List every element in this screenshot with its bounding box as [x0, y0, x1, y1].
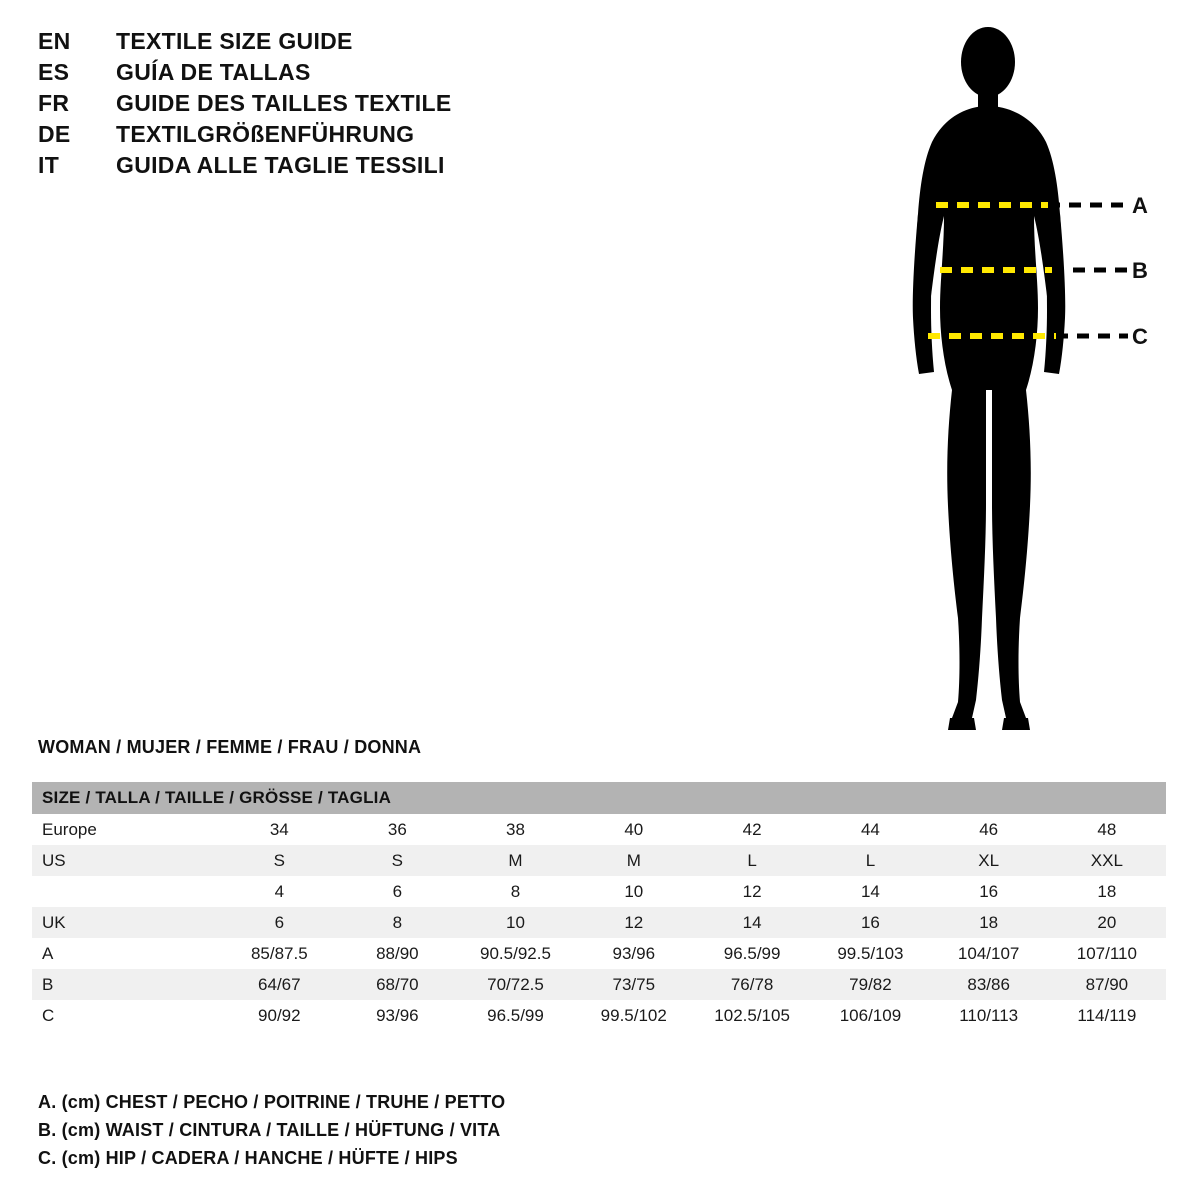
cell: 20 — [1048, 907, 1166, 938]
cell: L — [811, 845, 929, 876]
cell: XL — [930, 845, 1048, 876]
measure-label-b: B — [1132, 258, 1148, 283]
cell: 88/90 — [338, 938, 456, 969]
row-label — [32, 876, 220, 907]
measure-label-c: C — [1132, 324, 1148, 349]
cell: 18 — [930, 907, 1048, 938]
measure-label-a: A — [1132, 193, 1148, 218]
cell: 40 — [575, 814, 693, 845]
title-text-fr: GUIDE DES TAILLES TEXTILE — [116, 90, 452, 116]
cell: 90.5/92.5 — [456, 938, 574, 969]
cell: 48 — [1048, 814, 1166, 845]
cell: 8 — [456, 876, 574, 907]
cell: 68/70 — [338, 969, 456, 1000]
title-text-en: TEXTILE SIZE GUIDE — [116, 28, 353, 54]
cell: 14 — [693, 907, 811, 938]
cell: 12 — [693, 876, 811, 907]
table-header-label: SIZE / TALLA / TAILLE / GRÖSSE / TAGLIA — [32, 782, 1166, 814]
cell: 90/92 — [220, 1000, 338, 1031]
cell: S — [338, 845, 456, 876]
table-row — [32, 845, 1166, 876]
footnote-hip: C. (cm) HIP / CADERA / HANCHE / HÜFTE / HIPS — [38, 1148, 458, 1168]
row-label: A — [32, 938, 220, 969]
row-label: UK — [32, 907, 220, 938]
row-label: Europe — [32, 814, 220, 845]
cell: 34 — [220, 814, 338, 845]
cell: 104/107 — [930, 938, 1048, 969]
row-label: C — [32, 1000, 220, 1031]
cell: 93/96 — [338, 1000, 456, 1031]
cell: 106/109 — [811, 1000, 929, 1031]
cell: 12 — [575, 907, 693, 938]
cell: 102.5/105 — [693, 1000, 811, 1031]
cell: 83/86 — [930, 969, 1048, 1000]
title-lang-es: ES — [38, 59, 70, 85]
size-guide-figure — [840, 18, 1180, 738]
row-label: B — [32, 969, 220, 1000]
title-lang-en: EN — [38, 28, 71, 54]
table-row — [32, 969, 1166, 1000]
cell: 93/96 — [575, 938, 693, 969]
title-row-en — [38, 28, 658, 59]
cell: XXL — [1048, 845, 1166, 876]
cell: 114/119 — [1048, 1000, 1166, 1031]
title-lang-fr: FR — [38, 90, 70, 116]
title-block — [38, 28, 658, 183]
cell: 99.5/103 — [811, 938, 929, 969]
table-row — [32, 938, 1166, 969]
cell: 42 — [693, 814, 811, 845]
cell: 73/75 — [575, 969, 693, 1000]
cell: 96.5/99 — [456, 1000, 574, 1031]
female-silhouette-icon — [840, 18, 1180, 738]
cell: 87/90 — [1048, 969, 1166, 1000]
table-row — [32, 814, 1166, 845]
title-text-de: TEXTILGRÖßENFÜHRUNG — [116, 121, 415, 147]
table-row — [32, 1000, 1166, 1031]
cell: 18 — [1048, 876, 1166, 907]
cell: S — [220, 845, 338, 876]
title-lang-it: IT — [38, 152, 60, 178]
cell: 96.5/99 — [693, 938, 811, 969]
table-row — [32, 907, 1166, 938]
cell: 107/110 — [1048, 938, 1166, 969]
row-label: US — [32, 845, 220, 876]
cell: 14 — [811, 876, 929, 907]
cell: 110/113 — [930, 1000, 1048, 1031]
title-row-it — [38, 152, 658, 183]
cell: L — [693, 845, 811, 876]
title-lang-de: DE — [38, 121, 71, 147]
footnote-chest: A. (cm) CHEST / PECHO / POITRINE / TRUHE / PETTO — [38, 1092, 506, 1112]
cell: 85/87.5 — [220, 938, 338, 969]
cell: 16 — [930, 876, 1048, 907]
cell: M — [575, 845, 693, 876]
section-caption: WOMAN / MUJER / FEMME / FRAU / DONNA — [38, 737, 422, 757]
cell: 38 — [456, 814, 574, 845]
cell: 79/82 — [811, 969, 929, 1000]
title-row-fr — [38, 90, 658, 121]
cell: 8 — [338, 907, 456, 938]
cell: 99.5/102 — [575, 1000, 693, 1031]
cell: 64/67 — [220, 969, 338, 1000]
cell: 46 — [930, 814, 1048, 845]
cell: 6 — [338, 876, 456, 907]
cell: 70/72.5 — [456, 969, 574, 1000]
footnotes — [38, 1088, 838, 1172]
cell: 76/78 — [693, 969, 811, 1000]
cell: 10 — [575, 876, 693, 907]
table-header-row — [32, 782, 1166, 814]
cell: 6 — [220, 907, 338, 938]
size-table — [32, 782, 1166, 1031]
cell: 44 — [811, 814, 929, 845]
title-text-it: GUIDA ALLE TAGLIE TESSILI — [116, 152, 445, 178]
table-row — [32, 876, 1166, 907]
cell: 36 — [338, 814, 456, 845]
cell: M — [456, 845, 574, 876]
title-text-es: GUÍA DE TALLAS — [116, 59, 311, 85]
cell: 10 — [456, 907, 574, 938]
title-row-es — [38, 59, 658, 90]
footnote-waist: B. (cm) WAIST / CINTURA / TAILLE / HÜFTUNG / VITA — [38, 1120, 501, 1140]
title-row-de — [38, 121, 658, 152]
cell: 16 — [811, 907, 929, 938]
cell: 4 — [220, 876, 338, 907]
